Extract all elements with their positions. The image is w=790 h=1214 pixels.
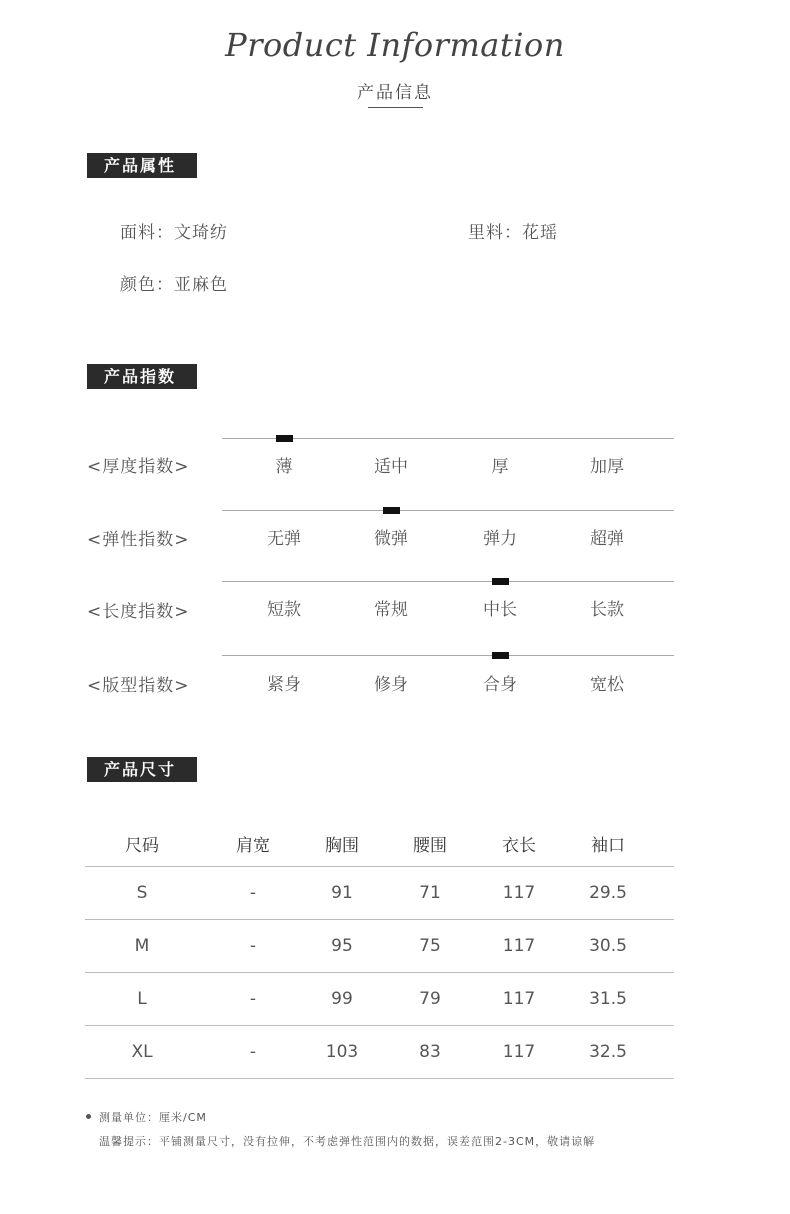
table-cell: 83	[419, 1042, 441, 1062]
index-scale-line	[222, 655, 674, 656]
index-option: 微弹	[374, 529, 408, 549]
index-label-fit: <版型指数>	[87, 676, 190, 696]
table-cell: 95	[331, 936, 353, 956]
table-cell: -	[249, 989, 257, 1009]
table-cell: -	[249, 883, 257, 903]
index-option: 加厚	[590, 457, 624, 477]
table-cell: -	[249, 1042, 257, 1062]
index-option: 宽松	[590, 675, 624, 695]
table-cell: L	[137, 989, 147, 1009]
index-marker-length	[492, 578, 509, 585]
index-option: 长款	[590, 600, 624, 620]
table-cell: 31.5	[589, 989, 627, 1009]
table-cell: 30.5	[589, 936, 627, 956]
header-length: 衣长	[502, 836, 536, 856]
size-table-header	[85, 826, 674, 867]
index-scale-line	[222, 581, 674, 582]
header-size: 尺码	[125, 836, 159, 856]
index-option: 短款	[267, 600, 301, 620]
table-cell: S	[136, 883, 148, 903]
index-marker-elasticity	[383, 507, 400, 514]
measurement-unit-note: 测量单位：厘米/CM	[99, 1111, 207, 1124]
section-label-indices: 产品指数	[87, 364, 197, 389]
index-option: 适中	[374, 457, 408, 477]
table-cell: 71	[419, 883, 441, 903]
title-divider	[368, 107, 423, 108]
table-row	[85, 973, 674, 1026]
table-cell: 91	[331, 883, 353, 903]
index-label-thickness: <厚度指数>	[87, 457, 190, 477]
table-row	[85, 1026, 674, 1079]
table-cell: 79	[419, 989, 441, 1009]
bullet-icon	[86, 1114, 91, 1119]
index-option: 厚	[491, 457, 509, 477]
index-option: 薄	[275, 457, 293, 477]
section-label-size: 产品尺寸	[87, 757, 197, 782]
table-cell: 103	[325, 1042, 359, 1062]
index-option: 弹力	[483, 529, 517, 549]
header-cuff: 袖口	[591, 836, 625, 856]
index-option: 修身	[374, 675, 408, 695]
attribute-fabric: 面料：文琦纺	[120, 223, 228, 243]
page-title: Product Information	[225, 26, 565, 64]
index-label-elasticity: <弹性指数>	[87, 530, 190, 550]
table-cell: 117	[502, 1042, 536, 1062]
measurement-tip-note: 温馨提示：平铺测量尺寸，没有拉伸，不考虑弹性范围内的数据，误差范围2-3CM，敬请谅解	[99, 1135, 596, 1148]
index-option: 紧身	[267, 675, 301, 695]
header-shoulder: 肩宽	[236, 836, 270, 856]
table-cell: M	[134, 936, 150, 956]
section-label-attributes: 产品属性	[87, 153, 197, 178]
page-subtitle: 产品信息	[357, 83, 433, 103]
table-row	[85, 920, 674, 973]
index-marker-fit	[492, 652, 509, 659]
index-option: 中长	[483, 600, 517, 620]
table-cell: -	[249, 936, 257, 956]
table-cell: 32.5	[589, 1042, 627, 1062]
index-label-length: <长度指数>	[87, 602, 190, 622]
header-waist: 腰围	[413, 836, 447, 856]
table-row	[85, 867, 674, 920]
attribute-lining: 里料：花瑶	[468, 223, 558, 243]
table-cell: 75	[419, 936, 441, 956]
attribute-color: 颜色：亚麻色	[120, 275, 228, 295]
header-chest: 胸围	[325, 836, 359, 856]
index-option: 常规	[374, 600, 408, 620]
index-scale-line	[222, 510, 674, 511]
table-cell: 117	[502, 883, 536, 903]
index-option: 超弹	[590, 529, 624, 549]
index-option: 合身	[483, 675, 517, 695]
table-cell: 117	[502, 936, 536, 956]
index-marker-thickness	[276, 435, 293, 442]
table-cell: 99	[331, 989, 353, 1009]
size-table	[85, 826, 674, 1079]
index-option: 无弹	[267, 529, 301, 549]
table-cell: 117	[502, 989, 536, 1009]
table-cell: 29.5	[589, 883, 627, 903]
table-cell: XL	[131, 1042, 153, 1062]
